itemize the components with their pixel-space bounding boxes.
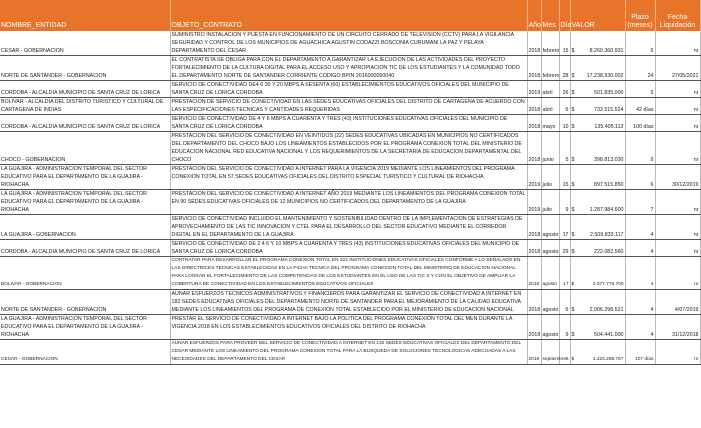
cell-valor [570,81,625,98]
cell-anio: 2019 [527,190,541,215]
cell-objeto: SERVICIO DE CONECTIVIDAD DE4 6 30 Y 20 MBPS A SESENTA (60) ESTABLECIMIENTOS EDUCATIVOS OFICIALES DEL MUNICIPIO DE SANTA CRUZ DE LORICA CORDOBA [170,81,527,98]
table-row[interactable] [0,132,700,165]
cell-mes: julio [541,165,559,190]
cell-dia: 9 [559,190,570,215]
cell-plazo: 100 días [625,115,655,132]
cell-valor [570,31,625,56]
cell-anio: 2018 [527,215,541,240]
currency-symbol: $ [571,73,575,79]
cell-entidad: CHOCO - GOBERNACION [0,132,170,165]
table-row[interactable] [0,115,700,132]
cell-valor [570,257,625,290]
col-header-fecha[interactable]: Fecha Liquidación [655,0,700,31]
cell-entidad: BOLIVAR - GOBERNACION [0,257,170,290]
cell-anio: 2018 [527,132,541,165]
cell-objeto: SERVICIO DE CONECTIVIDAD DE 4 Y 6 MBPS A CUARENTA Y TRES (43) INSTITUCIONES EDUCATIVAS OFICIALES DEL MUNICIPIO DE SANTA CRUZ DE LORICA CORDOBA [170,115,527,132]
cell-valor [570,340,625,365]
amount: 2.509.833.117 [590,232,624,238]
table-row[interactable] [0,165,700,190]
cell-objeto: CONTRATAR PARA DESARROLLAR EL PROGRAMA CONEXION TOTAL EN 222 INSTITUCIONES EDUCATIVAS OFICIALES CONFORME A LO SEÑALADO EN LAS DIRECTRICES TECNICAS ESTABLECIDAS EN LA FICHA TECNICA DEL PROGRAMA CONEXION TOTAL DEL MINISTERIO DE EDUCACION NACIONAL PARA LOGRAR EL FORTALECIMIENTO DE LAS COMPETENCIAS DE LOS ESTUDIANTES EN EL USO DE LAS TIC S Y CON EL OBJETIVO DE AMPLIAR LA COBERTURA DE CONECTIVIDAD EN LOS ESTABLECIMIENTOS EDUCATIVOS OFICIALES [170,257,527,290]
cell-valor [570,190,625,215]
cell-anio: 2019 [527,165,541,190]
cell-fecha: 30/12/2019 [655,165,700,190]
cell-anio: 2018 [527,290,541,315]
currency-symbol: $ [571,207,575,213]
cell-fecha: nr [655,240,700,257]
table-row[interactable] [0,215,700,240]
cell-objeto: EL CONTRATISTA SE OBLIGA PARA CON EL DEPARTAMENTO A GARANTIZAR LA EJECUCION DE LAS ACTIVIDADES DEL PROYECTO FORTALECIMIENTO DE LA CULTURA DIGITAL PARA EL ACCESO USO Y APROPIACION TIC DE LOS ESTUDIANTES Y LA COMUNIDAD TODO EL DEPARTAMENTO NORTE DE SANTANDER CORRIENTE CODIGO BPIN 2016000050040 [170,56,527,81]
cell-mes: agosto [541,240,559,257]
cell-entidad: LA GUAJIRA - ADMINISTRACION TEMPORAL DEL SECTOR EDUCATIVO PARA EL DEPARTAMENTO DE LA GUAJIRA - RIOHACHA [0,165,170,190]
amount: 398.813.030 [594,157,624,163]
table-row[interactable] [0,190,700,215]
cell-plazo: 4 [625,215,655,240]
cell-mes: agosto [541,257,559,290]
cell-plazo: 24 [625,56,655,81]
cell-plazo: 4 [625,240,655,257]
cell-fecha: 27/05/2021 [655,56,700,81]
cell-dia: 6 [559,340,570,365]
cell-dia: 28 [559,56,570,81]
currency-symbol: $ [571,182,575,188]
cell-dia: 17 [559,215,570,240]
cell-mes: agosto [541,215,559,240]
cell-fecha: nr [655,81,700,98]
cell-anio: 2018 [527,31,541,56]
cell-objeto: SERVICIO DE CONECTIVIDAD INCLUIDO EL MANTENIMIENTO Y SOSTENIBILIDAD DENTRO DE LA IMPLEMENTACION DE ESTRATEGIAS DE APROVECHAMIENTO DE LAS TIC INNOVACION Y CTEL PARA EL DESARROLLO DEL SECTOR EDUCATIVO MEDIANTE EL CORREDOR DIGITAL EN EL DEPARTAMENTO DE LA GUAJIRA [170,215,527,240]
cell-valor [570,98,625,115]
cell-dia: 9 [559,315,570,340]
cell-entidad: CORDOBA - ALCALDIA MUNICIPIO DE SANTA CRUZ DE LORICA [0,115,170,132]
cell-plazo: 5 [625,81,655,98]
cell-entidad: CESAR - GOBERNACION [0,340,170,365]
cell-valor [570,56,625,81]
cell-fecha: nr [655,98,700,115]
cell-objeto: AUNAR ESFUERZOS TECNICOS ADMINISTRATIVOS Y FINANCIEROS PARA GARANTIZAR EL SERVICIO DE CONECTIVIDAD A INTERNET EN 182 SEDES EDUCATIVAS OFICIALES DEL DEPARTAMENTO NORTE DE SANTANDER PARA EL MEJORAMIENTO DE LA CALIDAD EDUCATIVA MEDIANTE LOS LINEAMIENTOS DEL PROGRAMA DE CONEXION TOTAL ESTABLECIDO POR EL MINISTERIO DE EDUCACION NACIONAL [170,290,527,315]
cell-valor [570,240,625,257]
col-header-entidad[interactable]: NOMBRE_ENTIDAD [0,0,170,31]
currency-symbol: $ [571,232,575,238]
amount: 501.835.000 [594,90,624,96]
cell-dia: 17 [559,257,570,290]
cell-dia: 15 [559,165,570,190]
cell-objeto: PRESTACION DEL SERVICIO DE CONECTIVIDAD A INTERNET PARA LA VIGENCIA 2019 MEDIANTE LOS LINEAMIENTOS DEL PROGRAMA CONEXION TOTAL EN 57 SEDES EDUCATIVAS OFICIALES DEL DISTRITO ESPECIAL TURISTICO Y CULTURAL DE RIOHACHA [170,165,527,190]
cell-anio: 2018 [527,240,541,257]
cell-plazo: 7 [625,190,655,215]
cell-mes: abril [541,81,559,98]
amount: 17.238.930.002 [586,73,624,79]
cell-entidad: BOLIVAR - ALCALDIA DEL DISTRITO TURISTICO Y CULTURAL DE CARTAGENA DE INDIAS [0,98,170,115]
cell-anio: 2018 [527,257,541,290]
cell-fecha: nr [655,132,700,165]
cell-dia: 5 [559,132,570,165]
table-body [0,31,700,365]
amount: 135.405.113 [594,124,624,130]
amount: 8.260.360.931 [589,48,624,54]
cell-fecha: nr [655,190,700,215]
cell-valor [570,165,625,190]
cell-plazo: 4 [625,290,655,315]
table-row[interactable] [0,240,700,257]
cell-entidad: LA GUAJIRA - ADMINISTRACION TEMPORAL DEL SECTOR EDUCATIVO PARA EL DEPARTAMENTO DE LA GUAJIRA - RIOHACHA [0,190,170,215]
amount: 1.224.296.767 [592,357,624,362]
currency-symbol: $ [571,48,575,54]
cell-objeto: PRESTACION DEL SERVICIO DE CONECTIVIDAD A INTERNET AÑO 2019 MEDIANTE LOS LINEAMIENTOS DEL PROGRAMA CONEXION TOTAL EN 90 SEDES EDUCATIVAS OFICIALES DE 12 MUNICIPIOS NO CERTIFICADOS DEL DEPARTAMENTO DE LA GUAJIRA [170,190,527,215]
cell-fecha: nr [655,215,700,240]
cell-plazo: 42 días [625,98,655,115]
cell-objeto: AUNAR ESFUERZOS PARA PROVEER DEL SERVICIO DE CONECTIVIDAD A INTERNET EN 132 SEDES EDUCATIVAS OFICIALES DEL DEPARTAMENTO DEL CESAR MEDIANTE LOS LINEAMIENTO DEL PROGRAMA CONEXION TOTAL PARA LA BUSQUEDA DE SOLUCIONES TECNOLOGICAS ADECUADAS A LAS NECESIDADES DEL DEPARTAMENTO DEL CESAR [170,340,527,365]
cell-fecha: nr [655,257,700,290]
cell-plazo: 9 [625,132,655,165]
table-row[interactable] [0,257,700,290]
cell-plazo: 6 [625,165,655,190]
table-row[interactable] [0,56,700,81]
cell-valor [570,315,625,340]
currency-symbol: $ [571,357,575,362]
amount: 2.006.298.521 [589,307,624,313]
cell-anio: 2019 [527,81,541,98]
amount: 897.515.850 [594,182,624,188]
currency-symbol: $ [571,124,575,130]
col-header-anio[interactable]: Año [527,0,541,31]
cell-dia: 10 [559,115,570,132]
cell-anio: 2018 [527,98,541,115]
col-header-plazo[interactable]: Plazo (meses) [625,0,655,31]
currency-symbol: $ [571,157,575,163]
cell-objeto: PRESTACION DE SERVICIO DE CONECTIVIDAD EN LAS SEDES EDUCATIVAS OFICIALES DEL DISTRITO DE CARTAGENA DE ACUERDO CON LAS ESPECIFICACIONES TECNICAS Y CANTIDADES REQUERIDAS [170,98,527,115]
cell-mes: septiembre [541,340,559,365]
cell-dia: 29 [559,240,570,257]
cell-plazo: 6 [625,31,655,56]
cell-dia: 6 [559,290,570,315]
cell-mes: junio [541,132,559,165]
col-header-mes[interactable]: Mes [541,0,559,31]
col-header-valor[interactable]: VALOR [570,0,625,31]
cell-plazo: 107 días [625,340,655,365]
cell-objeto: PRESTACION DEL SERVICIO DE CONECTIVIDAD EN VEINTIDOS (22) SEDES EDUCATIVAS UBICADAS EN MUNICIPIOS NO CERTIFICADOS DEL DEPARTAMENTO DEL CHOCO BAJO LOS LINEAMIENTOS ESTABLECIDOS POR EL PROGRAMA CONEXION TOTAL DEL MINISTERIO DE EDUCACION NACIONAL RED EDUCATIVA NACIONAL Y LOS REQUERIMIENTOS DE LA SECRETARIA DE EDUCACION DEPARTAMENTAL DEL CHOCO [170,132,527,165]
currency-symbol: $ [571,307,575,313]
currency-symbol: $ [571,249,575,255]
cell-entidad: NORTE DE SANTANDER - GOBERNACION [0,56,170,81]
amount: 222.082.560 [594,249,624,255]
cell-anio: 2018 [527,315,541,340]
col-header-objeto[interactable]: OBJETO_CONTRATO [170,0,527,31]
cell-mes: febrero [541,31,559,56]
cell-fecha: nr [655,31,700,56]
cell-fecha: nr [655,115,700,132]
cell-dia: 6 [559,98,570,115]
cell-fecha: 31/12/2018 [655,315,700,340]
amount: 733.515.524 [594,107,624,113]
header-row [0,0,700,31]
amount: 504.441.000 [594,332,624,338]
cell-mes: febrero [541,56,559,81]
cell-objeto: SERVICIO DE CONECTIVIDAD DE 2 4 6 Y 10 MBPS A CUARENTA Y TRES (43) INSTITUCIONES EDUCATIVAS OFICIALES DEL MUNICIPIO DE SANTA CRUZ DE LORICA CORDOBA [170,240,527,257]
cell-fecha: 4/07/2019 [655,290,700,315]
col-header-dia[interactable]: Día [559,0,570,31]
cell-entidad: LA GUAJIRA - GOBERNACION [0,215,170,240]
cell-plazo: 4 [625,315,655,340]
table-row[interactable] [0,315,700,340]
currency-symbol: $ [571,332,575,338]
cell-mes: julio [541,190,559,215]
cell-anio: 2018 [527,115,541,132]
cell-anio: 2018 [527,340,541,365]
cell-dia: 26 [559,81,570,98]
cell-fecha: nr [655,340,700,365]
cell-dia: 15 [559,31,570,56]
cell-entidad: CESAR - GOBERNACION [0,31,170,56]
cell-entidad: LA GUAJIRA - ADMINISTRACION TEMPORAL DEL SECTOR EDUCATIVO PARA EL DEPARTAMENTO DE LA GUAJIRA - RIOHACHA [0,315,170,340]
amount: 2.077.775.700 [592,282,624,287]
table-row[interactable] [0,31,700,56]
cell-mes: mayo [541,115,559,132]
cell-objeto: PRESTAR EL SERVICIO DE CONECTIVIDAD A INTERNET BAJO LA POLITICA DEL PROGRAMA CONEXION TOTAL DEL MEN DURANTE LA VIGENCIA 2018 EN LOS ESTABLECIMIENTOS EDUCATIVOS OFICIALES DEL DISTRITO DE RIOHACHA [170,315,527,340]
table-row[interactable] [0,290,700,315]
cell-valor [570,290,625,315]
table-row[interactable] [0,340,700,365]
currency-symbol: $ [571,107,575,113]
cell-valor [570,115,625,132]
cell-valor [570,132,625,165]
cell-mes: agosto [541,315,559,340]
cell-entidad: CORDOBA - ALCALDIA MUNICIPIO DE SANTA CRUZ DE LORICA [0,240,170,257]
cell-objeto: SUMINISTRO INSTALACION Y PUESTA EN FUNCIONAMIENTO DE UN CIRCUITO CERRADO DE TELEVISION (CCTV) PARA LA VIGILANCIA SEGURIDAD Y CONTROL DE LOS MUNICIPIOS DE AGUACHICA AGUSTIN CODAZZI BOSCONIA CURUMANI LA PAZ Y PELAYA DEPARTAMENTO DEL CESAR [170,31,527,56]
cell-anio: 2018 [527,56,541,81]
cell-mes: abril [541,98,559,115]
amount: 1.287.984.600 [589,207,624,213]
cell-entidad: CORDOBA - ALCALDIA MUNICIPIO DE SANTA CRUZ DE LORICA [0,81,170,98]
cell-valor [570,215,625,240]
table-row[interactable] [0,98,700,115]
currency-symbol: $ [571,282,575,287]
cell-plazo: 4 [625,257,655,290]
currency-symbol: $ [571,90,575,96]
cell-entidad: NORTE DE SANTANDER - GOBERNACION [0,290,170,315]
table-row[interactable] [0,81,700,98]
cell-mes: agosto [541,290,559,315]
